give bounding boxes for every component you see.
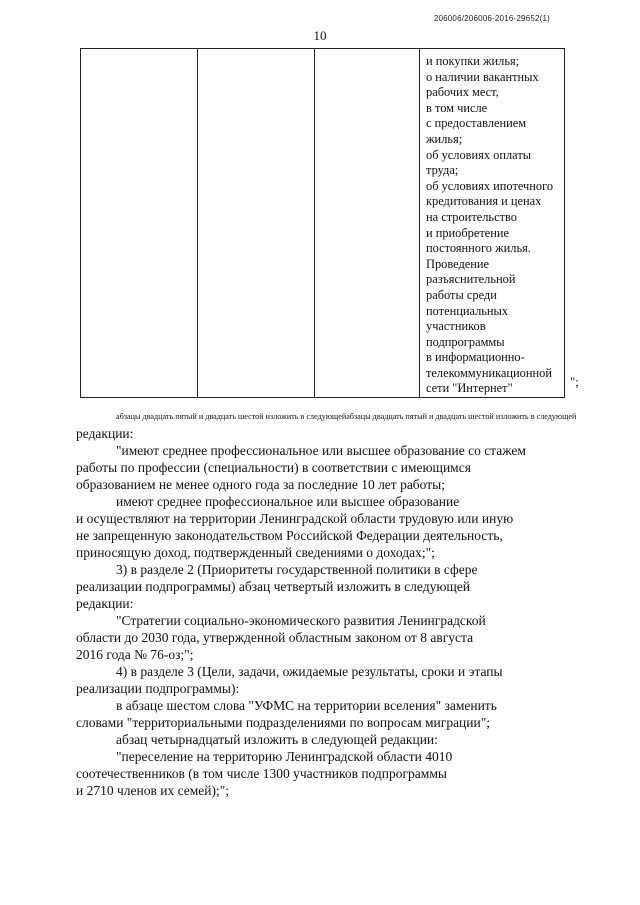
page-number: 10 (313, 28, 327, 43)
cell-line: участников (426, 319, 486, 334)
text-line: 4) в разделе 3 (Цели, задачи, ожидаемые результаты, сроки и этапы (116, 664, 503, 679)
cell-line: о наличии вакантных (426, 69, 539, 84)
text-line: абзац четырнадцатый изложить в следующей редакции: (116, 732, 438, 747)
text-line: образованием не менее одного года за последние 10 лет работы; (76, 477, 445, 492)
text-line: работы по профессии (специальности) в соответствии с имеющимся (76, 460, 471, 475)
text-line: приносящую доход, подтвержденный сведениями о доходах;"; (76, 545, 435, 560)
cell-line: с предоставлением (426, 116, 527, 131)
text-line: не запрещенную законодательством Российской Федерации деятельность, (76, 528, 503, 543)
text-line: реализации подпрограммы): (76, 681, 240, 696)
amendment-text (76, 408, 577, 799)
cell-line: сети "Интернет" (426, 381, 513, 396)
text-line: соотечественников (в том числе 1300 участников подпрограммы (76, 766, 447, 781)
cell-line: жилья; (426, 131, 463, 146)
text-line: редакции: (76, 596, 134, 611)
text-line: области до 2030 года, утвержденной областным законом от 8 августа (76, 630, 474, 645)
text-line: "имеют среднее профессиональное или высшее образование со стажем (116, 443, 526, 458)
text-line: 2016 года № 76-оз;"; (76, 647, 194, 662)
table-cell-activities (420, 49, 565, 398)
cell-line: об условиях ипотечного (426, 178, 554, 193)
cell-line: в том числе (426, 100, 488, 115)
text-line: абзацы двадцать пятый и двадцать шестой изложить в следующейабзацы двадцать пятый и двадцать шестой изложить в следующей (116, 412, 577, 421)
cell-line: Проведение (426, 256, 490, 271)
cell-line: кредитования и ценах (426, 194, 542, 209)
table-cell-3 (315, 49, 420, 398)
text-line: "переселение на территорию Ленинградской области 4010 (116, 749, 453, 764)
text-line: "Стратегии социально-экономического развития Ленинградской (116, 613, 486, 628)
text-line: словами "территориальными подразделениями по вопросам миграции"; (76, 715, 490, 730)
table-row (81, 49, 565, 398)
document-id: 206006/206006-2016-29652(1) (433, 14, 550, 23)
table-cell-1 (81, 49, 198, 398)
text-line: имеют среднее профессиональное или высшее образование (116, 494, 460, 509)
text-line: реализации подпрограммы) абзац четвертый изложить в следующей (76, 579, 471, 594)
cell-text (420, 49, 564, 397)
text-line: и 2710 членов их семей);"; (76, 783, 229, 798)
cell-line: и покупки жилья; (426, 54, 520, 68)
cell-line: и приобретение (426, 225, 510, 240)
cell-line: в информационно- (426, 350, 525, 365)
text-line: редакции: (76, 426, 134, 441)
cell-line: подпрограммы (426, 334, 505, 349)
cell-line: об условиях оплаты (426, 147, 532, 162)
table-closing-quote: "; (570, 374, 579, 389)
cell-line: работы среди (426, 287, 497, 302)
cell-line: потенциальных (426, 303, 509, 318)
cell-line: рабочих мест, (426, 85, 499, 100)
cell-line: труда; (426, 163, 459, 178)
cell-line: на строительство (426, 209, 517, 224)
text-line: и осуществляют на территории Ленинградской области трудовую или иную (76, 511, 514, 526)
program-table (80, 48, 565, 398)
cell-line: разъяснительной (426, 272, 516, 287)
text-line: в абзаце шестом слова "УФМС на территории вселения" заменить (116, 698, 497, 713)
cell-line: постоянного жилья. (426, 241, 531, 256)
text-line: 3) в разделе 2 (Приоритеты государственной политики в сфере (116, 562, 478, 577)
text-span: абзацы двадцать пятый и двадцать шестой изложить в следующей (116, 412, 347, 421)
table-cell-2 (198, 49, 315, 398)
cell-line: телекоммуникационной (426, 365, 552, 380)
